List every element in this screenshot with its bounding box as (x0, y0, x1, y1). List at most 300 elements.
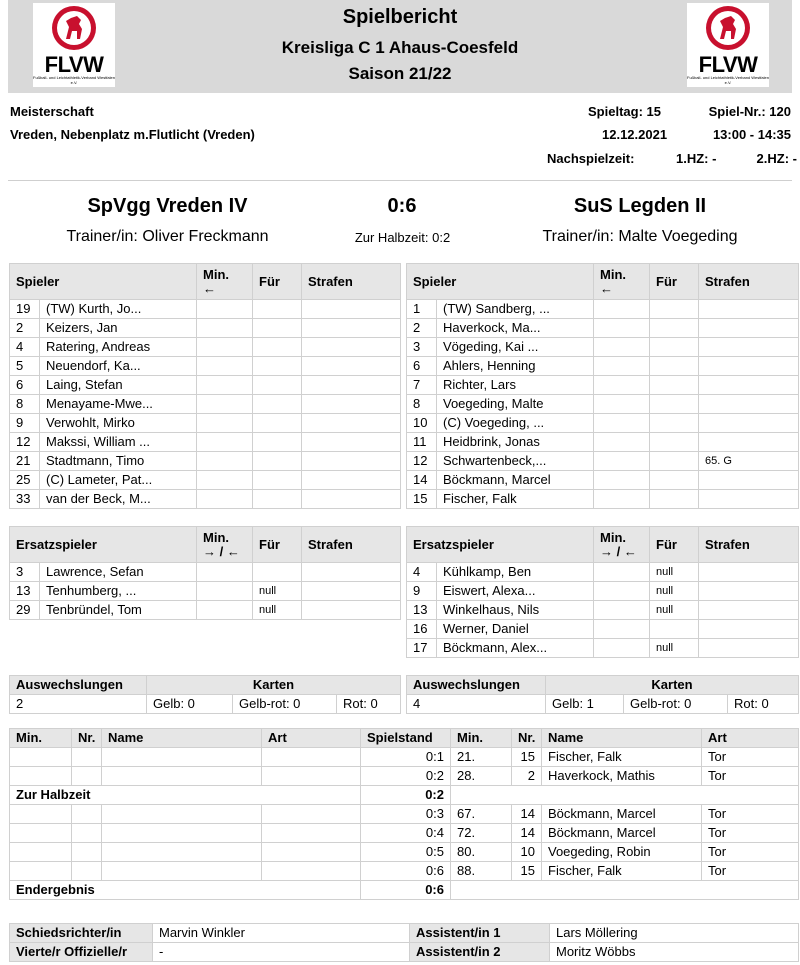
player-minute (594, 376, 650, 395)
player-for (253, 471, 302, 490)
fuer-header: Für (650, 264, 699, 300)
away-event-nr: 14 (512, 824, 542, 843)
player-penalty (302, 300, 401, 319)
away-event-min: 67. (451, 805, 512, 824)
home-event-nr (72, 824, 102, 843)
player-name: Böckmann, Alex... (437, 639, 594, 658)
player-for (650, 620, 699, 639)
player-row (407, 376, 799, 395)
fuer-header: Für (650, 527, 699, 563)
match-events-table (9, 728, 799, 900)
player-name: Makssi, William ... (40, 433, 197, 452)
away-nr-header: Nr. (512, 729, 542, 748)
away-event-name: Haverkock, Mathis (542, 767, 702, 786)
extra-time-first-half: 1.HZ: - (676, 151, 717, 166)
player-for (253, 452, 302, 471)
player-for (650, 452, 699, 471)
home-event-nr (72, 843, 102, 862)
player-row (407, 563, 799, 582)
player-minute (197, 300, 253, 319)
player-name: Tenhumberg, ... (40, 582, 197, 601)
player-minute (197, 582, 253, 601)
player-number: 13 (407, 601, 437, 620)
player-minute (197, 376, 253, 395)
player-penalty (302, 376, 401, 395)
home-event-nr (72, 748, 102, 767)
fourth-official-name: - (153, 943, 410, 962)
halftime-label: Zur Halbzeit (10, 786, 361, 805)
player-number: 29 (10, 601, 40, 620)
player-penalty (699, 620, 799, 639)
player-number: 2 (407, 319, 437, 338)
event-score: 0:6 (361, 881, 451, 900)
player-minute (594, 319, 650, 338)
player-for (253, 338, 302, 357)
player-row (407, 319, 799, 338)
referee-name: Marvin Winkler (153, 924, 410, 943)
player-name: (C) Lameter, Pat... (40, 471, 197, 490)
player-name: Schwartenbeck,... (437, 452, 594, 471)
goal-row (10, 843, 799, 862)
goal-row (10, 862, 799, 881)
player-row (407, 357, 799, 376)
player-row (10, 319, 401, 338)
home-event-name (102, 862, 262, 881)
extra-time-label: Nachspielzeit: (547, 151, 635, 166)
logo-subtext: Fußball- und Leichtathletik-Verband Westfalen e.V. (33, 75, 115, 85)
goal-row (10, 767, 799, 786)
halftime-score: Zur Halbzeit: 0:2 (354, 230, 451, 245)
away-name-header: Name (542, 729, 702, 748)
player-penalty (302, 395, 401, 414)
player-minute (197, 395, 253, 414)
player-minute (594, 338, 650, 357)
player-for (650, 395, 699, 414)
player-number: 21 (10, 452, 40, 471)
player-number: 13 (10, 582, 40, 601)
home-trainer: Trainer/in: Oliver Freckmann (66, 228, 269, 245)
away-event-nr: 15 (512, 862, 542, 881)
player-number: 4 (407, 563, 437, 582)
away-lineup-table (406, 263, 799, 509)
player-minute (594, 471, 650, 490)
player-penalty (302, 471, 401, 490)
match-time: 13:00 - 14:35 (712, 127, 791, 142)
player-minute (594, 620, 650, 639)
player-name: Eiswert, Alexa... (437, 582, 594, 601)
away-team: SuS Legden II (573, 195, 707, 217)
player-minute (197, 357, 253, 376)
away-event-art: Tor (702, 843, 799, 862)
player-for (650, 433, 699, 452)
strafen-header: Strafen (699, 264, 799, 300)
player-penalty (699, 582, 799, 601)
player-number: 15 (407, 490, 437, 509)
event-spacer (451, 881, 799, 900)
player-number: 12 (407, 452, 437, 471)
player-name: Lawrence, Sefan (40, 563, 197, 582)
match-number: Spiel-Nr.: 120 (708, 104, 791, 119)
player-row (407, 620, 799, 639)
player-minute (197, 319, 253, 338)
home-event-min (10, 824, 72, 843)
yellow-red-cards: Gelb-rot: 0 (624, 695, 728, 714)
player-row (407, 582, 799, 601)
player-number: 25 (10, 471, 40, 490)
home-subs-table (9, 526, 401, 620)
player-for: null (650, 639, 699, 658)
home-event-nr (72, 767, 102, 786)
fourth-official-label: Vierte/r Offizielle/r (10, 943, 153, 962)
venue: Vreden, Nebenplatz m.Flutlicht (Vreden) (10, 127, 255, 142)
away-summary-table (406, 675, 799, 714)
player-row (10, 471, 401, 490)
score-header: Spielstand (361, 729, 451, 748)
player-name: (C) Voegeding, ... (437, 414, 594, 433)
player-row (10, 452, 401, 471)
yellow-cards: Gelb: 1 (546, 695, 624, 714)
away-event-name: Voegeding, Robin (542, 843, 702, 862)
player-name: Voegeding, Malte (437, 395, 594, 414)
player-number: 8 (407, 395, 437, 414)
player-name: Fischer, Falk (437, 490, 594, 509)
player-penalty (699, 563, 799, 582)
away-trainer: Trainer/in: Malte Voegeding (542, 228, 738, 245)
player-for (650, 490, 699, 509)
away-event-art: Tor (702, 748, 799, 767)
home-nr-header: Nr. (72, 729, 102, 748)
player-name: Laing, Stefan (40, 376, 197, 395)
player-for (650, 319, 699, 338)
min-header: Min. → / ← (197, 527, 253, 563)
fuer-header: Für (253, 264, 302, 300)
player-minute (594, 452, 650, 471)
player-minute (197, 563, 253, 582)
player-row (10, 395, 401, 414)
player-number: 11 (407, 433, 437, 452)
player-penalty (302, 601, 401, 620)
player-name: Werner, Daniel (437, 620, 594, 639)
event-score: 0:4 (361, 824, 451, 843)
player-number: 12 (10, 433, 40, 452)
home-event-name (102, 748, 262, 767)
player-number: 9 (10, 414, 40, 433)
away-event-nr: 14 (512, 805, 542, 824)
player-name: Kühlkamp, Ben (437, 563, 594, 582)
event-score: 0:1 (361, 748, 451, 767)
player-minute (594, 433, 650, 452)
player-minute (594, 490, 650, 509)
cards-header: Karten (147, 676, 401, 695)
player-minute (594, 357, 650, 376)
player-name: Keizers, Jan (40, 319, 197, 338)
player-number: 33 (10, 490, 40, 509)
player-for (253, 395, 302, 414)
player-number: 17 (407, 639, 437, 658)
player-number: 8 (10, 395, 40, 414)
player-penalty (699, 319, 799, 338)
league-name: Kreisliga C 1 Ahaus-Coesfeld (281, 38, 519, 57)
season: Saison 21/22 (348, 64, 452, 83)
player-row (407, 639, 799, 658)
player-penalty (699, 433, 799, 452)
player-minute (594, 639, 650, 658)
min-header: Min. ← (197, 264, 253, 300)
player-name: Menayame-Mwe... (40, 395, 197, 414)
min-header: Min. ← (594, 264, 650, 300)
player-penalty (302, 414, 401, 433)
player-minute (594, 601, 650, 620)
cards-header: Karten (546, 676, 799, 695)
away-event-min: 21. (451, 748, 512, 767)
red-cards: Rot: 0 (728, 695, 799, 714)
player-row (10, 563, 401, 582)
player-for (253, 319, 302, 338)
player-for (650, 357, 699, 376)
yellow-red-cards: Gelb-rot: 0 (233, 695, 337, 714)
away-event-min: 88. (451, 862, 512, 881)
player-row (407, 471, 799, 490)
away-min-header: Min. (451, 729, 512, 748)
away-event-name: Böckmann, Marcel (542, 824, 702, 843)
home-event-name (102, 767, 262, 786)
home-event-min (10, 748, 72, 767)
player-minute (594, 563, 650, 582)
home-event-name (102, 824, 262, 843)
player-for: null (253, 601, 302, 620)
home-event-art (262, 824, 361, 843)
player-penalty (302, 357, 401, 376)
player-row (407, 414, 799, 433)
player-for: null (650, 563, 699, 582)
player-penalty (302, 452, 401, 471)
final-row (10, 881, 799, 900)
home-lineup-table (9, 263, 401, 509)
player-for (253, 490, 302, 509)
home-name-header: Name (102, 729, 262, 748)
player-row (10, 490, 401, 509)
away-event-art: Tor (702, 824, 799, 843)
halftime-row (10, 786, 799, 805)
player-minute (197, 433, 253, 452)
player-number: 6 (407, 357, 437, 376)
player-minute (197, 471, 253, 490)
min-header: Min. → / ← (594, 527, 650, 563)
player-name: Haverkock, Ma... (437, 319, 594, 338)
player-row (10, 357, 401, 376)
player-for: null (650, 582, 699, 601)
player-minute (197, 338, 253, 357)
player-name: Ratering, Andreas (40, 338, 197, 357)
player-penalty (699, 300, 799, 319)
red-cards: Rot: 0 (337, 695, 401, 714)
player-for (253, 376, 302, 395)
player-minute (197, 490, 253, 509)
player-penalty (699, 471, 799, 490)
player-for: null (650, 601, 699, 620)
player-name: Neuendorf, Ka... (40, 357, 197, 376)
player-number: 6 (10, 376, 40, 395)
subs-header: Ersatzspieler (407, 527, 594, 563)
home-event-min (10, 805, 72, 824)
strafen-header: Strafen (302, 527, 401, 563)
player-row (407, 338, 799, 357)
assistant2-name: Moritz Wöbbs (550, 943, 799, 962)
player-row (10, 414, 401, 433)
home-event-nr (72, 805, 102, 824)
player-number: 10 (407, 414, 437, 433)
player-penalty (699, 601, 799, 620)
player-name: Vögeding, Kai ... (437, 338, 594, 357)
matchday: Spieltag: 15 (588, 104, 661, 119)
player-for: null (253, 582, 302, 601)
away-event-min: 28. (451, 767, 512, 786)
player-penalty (302, 319, 401, 338)
final-label: Endergebnis (10, 881, 361, 900)
event-spacer (451, 786, 799, 805)
player-number: 19 (10, 300, 40, 319)
home-min-header: Min. (10, 729, 72, 748)
home-event-art (262, 805, 361, 824)
player-name: (TW) Kurth, Jo... (40, 300, 197, 319)
report-title: Spielbericht (342, 6, 458, 28)
player-minute (197, 601, 253, 620)
player-row (10, 300, 401, 319)
player-for (253, 300, 302, 319)
player-penalty (699, 338, 799, 357)
substitution-count: 4 (407, 695, 546, 714)
away-event-nr: 2 (512, 767, 542, 786)
yellow-cards: Gelb: 0 (147, 695, 233, 714)
player-penalty (699, 639, 799, 658)
player-for (650, 338, 699, 357)
assistant1-name: Lars Möllering (550, 924, 799, 943)
home-event-art (262, 862, 361, 881)
player-number: 1 (407, 300, 437, 319)
home-event-art (262, 748, 361, 767)
player-penalty (302, 338, 401, 357)
extra-time-second-half: 2.HZ: - (756, 151, 797, 166)
player-number: 3 (407, 338, 437, 357)
logo-wordmark: FLVW (698, 52, 758, 77)
home-event-min (10, 843, 72, 862)
goal-row (10, 805, 799, 824)
away-subs-table (406, 526, 799, 658)
players-header: Spieler (10, 264, 197, 300)
substitution-count: 2 (10, 695, 147, 714)
competition: Meisterschaft (10, 104, 94, 119)
divider (8, 180, 792, 181)
home-event-name (102, 805, 262, 824)
subs-header: Ersatzspieler (10, 527, 197, 563)
player-name: Stadtmann, Timo (40, 452, 197, 471)
event-score: 0:5 (361, 843, 451, 862)
player-for (253, 357, 302, 376)
player-row (407, 300, 799, 319)
player-penalty (699, 490, 799, 509)
strafen-header: Strafen (302, 264, 401, 300)
final-score: 0:6 (387, 195, 417, 217)
player-number: 9 (407, 582, 437, 601)
match-date: 12.12.2021 (602, 127, 668, 142)
player-number: 16 (407, 620, 437, 639)
player-for (650, 414, 699, 433)
away-event-nr: 15 (512, 748, 542, 767)
player-row (407, 452, 799, 471)
player-minute (594, 414, 650, 433)
player-row (407, 601, 799, 620)
player-name: (TW) Sandberg, ... (437, 300, 594, 319)
player-row (407, 490, 799, 509)
player-row (10, 582, 401, 601)
away-event-min: 72. (451, 824, 512, 843)
player-minute (197, 414, 253, 433)
away-event-name: Böckmann, Marcel (542, 805, 702, 824)
player-for (253, 563, 302, 582)
player-penalty (699, 414, 799, 433)
player-penalty (302, 582, 401, 601)
player-name: van der Beck, M... (40, 490, 197, 509)
player-row (407, 395, 799, 414)
player-for (253, 414, 302, 433)
player-minute (197, 452, 253, 471)
away-event-art: Tor (702, 767, 799, 786)
player-number: 14 (407, 471, 437, 490)
player-name: Richter, Lars (437, 376, 594, 395)
home-team: SpVgg Vreden IV (87, 195, 248, 217)
player-row (10, 338, 401, 357)
home-event-nr (72, 862, 102, 881)
logo-subtext: Fußball- und Leichtathletik-Verband Westfalen e.V. (687, 75, 769, 85)
home-event-name (102, 843, 262, 862)
player-number: 4 (10, 338, 40, 357)
player-name: Winkelhaus, Nils (437, 601, 594, 620)
player-penalty (302, 490, 401, 509)
fuer-header: Für (253, 527, 302, 563)
away-art-header: Art (702, 729, 799, 748)
home-art-header: Art (262, 729, 361, 748)
goal-row (10, 748, 799, 767)
event-score: 0:3 (361, 805, 451, 824)
home-event-min (10, 862, 72, 881)
goal-row (10, 824, 799, 843)
event-score: 0:6 (361, 862, 451, 881)
away-event-name: Fischer, Falk (542, 748, 702, 767)
home-event-min (10, 767, 72, 786)
substitutions-header: Auswechslungen (407, 676, 546, 695)
player-penalty: 65. G (699, 452, 799, 471)
player-number: 3 (10, 563, 40, 582)
event-score: 0:2 (361, 786, 451, 805)
player-penalty (699, 376, 799, 395)
player-minute (594, 395, 650, 414)
event-score: 0:2 (361, 767, 451, 786)
player-name: Tenbründel, Tom (40, 601, 197, 620)
assistant2-label: Assistent/in 2 (410, 943, 550, 962)
player-name: Böckmann, Marcel (437, 471, 594, 490)
away-event-art: Tor (702, 862, 799, 881)
assistant1-label: Assistent/in 1 (410, 924, 550, 943)
away-event-art: Tor (702, 805, 799, 824)
player-minute (594, 300, 650, 319)
strafen-header: Strafen (699, 527, 799, 563)
substitutions-header: Auswechslungen (10, 676, 147, 695)
away-event-min: 80. (451, 843, 512, 862)
officials-table (9, 923, 799, 962)
player-name: Verwohlt, Mirko (40, 414, 197, 433)
player-penalty (699, 395, 799, 414)
home-summary-table (9, 675, 401, 714)
